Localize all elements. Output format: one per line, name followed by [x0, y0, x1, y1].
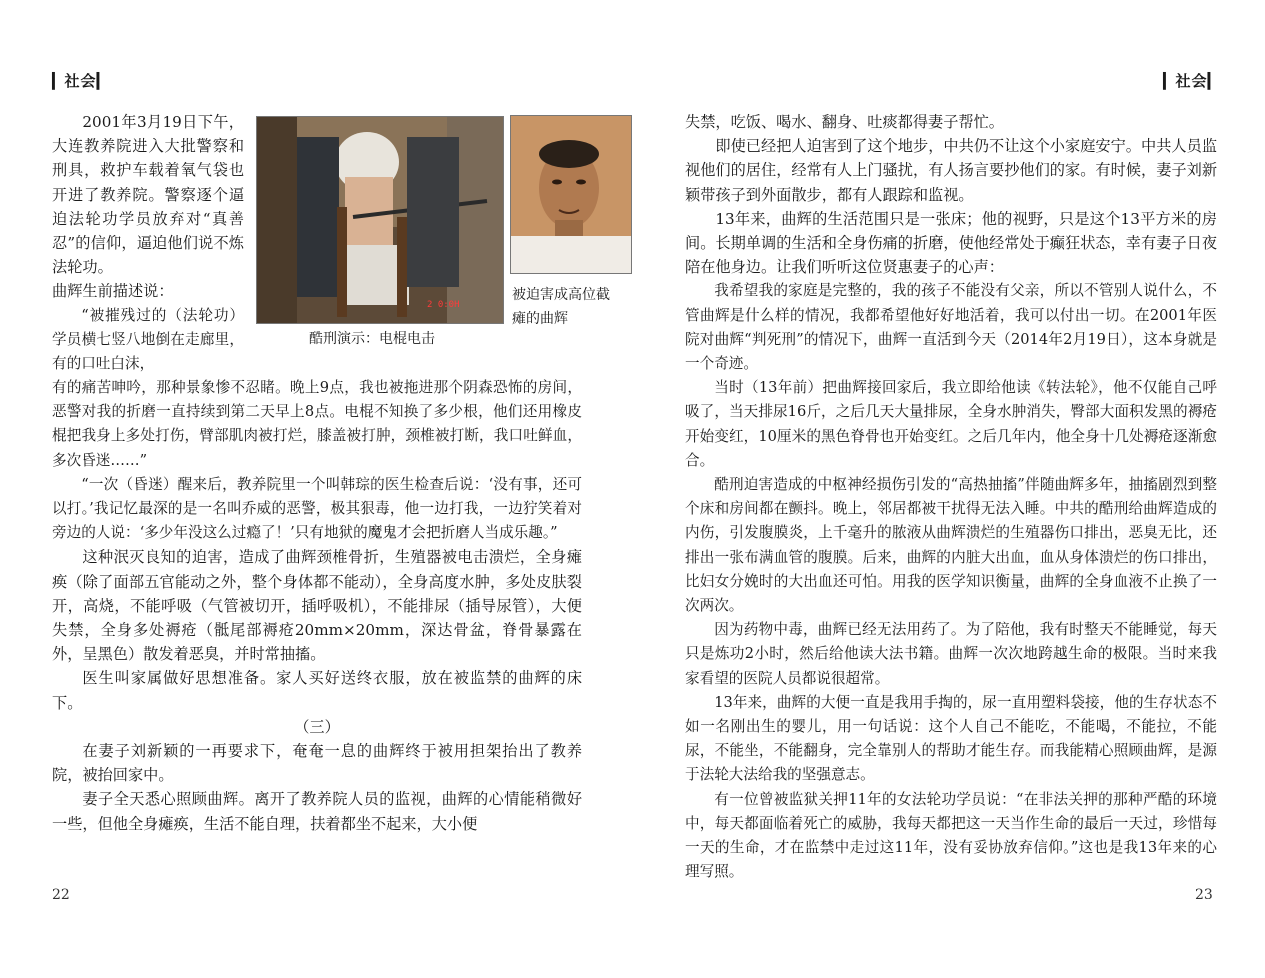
quote-continuation: 有的痛苦呻吟，那种景象惨不忍睹。晚上9点，我也被拖进那个阴森恐怖的房间，恶警对我的折磨一直持续到第二天早上8点。电棍不知换了多少根，他们还用橡皮棍把我身上多处打伤，臂部肌肉被打烂，膝盖被打肿，颈椎被打断，我口吐鲜血，多次昏迷……”: [52, 379, 582, 469]
paragraph: 妻子全天悉心照顾曲辉。离开了教养院人员的监视，曲辉的心情能稍微好一些，但他全身瘫痪，生活不能自理，扶着都坐不起来，大小便: [52, 790, 582, 833]
page-number: 23: [1195, 887, 1213, 903]
quote-paragraph: 有一位曾被监狱关押11年的女法轮功学员说：“在非法关押的那种严酷的环境中，每天都面临着死亡的威胁，我每天都把这一天当作生命的最后一天过，珍惜每一天的生命，才在监禁中走过这11年，没有妥协放弃信仰。”这也是我13年来的心理写照。: [685, 790, 1217, 881]
paragraph: “一次（昏迷）醒来后，教养院里一个叫韩琮的医生检查后说：‘没有事，还可以打。’我记忆最深的是一名叫乔威的恶警，极其狠毒，他一边打我，一边狞笑着对旁边的人说：‘多少年没这么过瘾了！’只有地狱的魔鬼才会把折磨人当成乐趣。”: [52, 475, 582, 542]
paragraph: 曲辉生前描述说：: [52, 282, 174, 301]
section-tag: ▎社会▎: [1163, 72, 1221, 90]
paragraph: 这种泯灭良知的迫害，造成了曲辉颈椎骨折，生殖器被电击溃烂，全身瘫痪（除了面部五官能动之外，整个身体都不能动），全身高度水肿，多处皮肤裂开，高烧，不能呼吸（气管被切开，插呼吸机），不能排尿（插导尿管），大便失禁，全身多处褥疮（骶尾部褥疮20mm×20mm，深达骨盆，脊骨暴露在外，呈黑色）散发着恶臭，并时常抽搐。: [52, 548, 582, 664]
quote-paragraph: 当时（13年前）把曲辉接回家后，我立即给他读《转法轮》，他不仅能自己呼吸了，当天排尿16斤，之后几天大量排尿，全身水肿消失，臀部大面积发黑的褥疮开始变红，10厘米的黑色脊骨也开始变红。之后几年内，他全身十几处褥疮逐渐愈合。: [685, 379, 1217, 469]
torture-demo-image: [257, 117, 503, 323]
quote-paragraph: 我希望我的家庭是完整的，我的孩子不能没有父亲，所以不管别人说什么，不管曲辉是什么样的情况，我都希望他好好地活着，我可以付出一切。在2001年医院对曲辉“判死刑”的情况下，曲辉一直活到今天（2014年2月19日），这本身就是一个奇迹。: [685, 282, 1217, 373]
lead-column: [52, 110, 244, 376]
paragraph: 13年来，曲辉的生活范围只是一张床；他的视野，只是这个13平方米的房间。长期单调的生活和全身伤痛的折磨，使他经常处于癫狂状态，幸有妻子日夜陪在他身边。让我们听听这位贤惠妻子的心声：: [685, 209, 1217, 277]
photo-caption-torture: 酷刑演示：电棍电击: [309, 331, 435, 347]
photo-timestamp: 2 0:0H: [427, 300, 460, 310]
quote-paragraph: 因为药物中毒，曲辉已经无法用药了。为了陪他，我有时整天不能睡觉，每天只是炼功2小时，然后给他读大法书籍。曲辉一次次地跨越生命的极限。当时来我家看望的医院人员都说很超常。: [685, 621, 1217, 687]
portrait-photo: [510, 115, 632, 274]
page-number: 22: [52, 887, 70, 903]
right-body: [685, 110, 1217, 885]
quote-paragraph: 13年来，曲辉的大便一直是我用手掏的，尿一直用塑料袋接，他的生存状态不如一名刚出生的婴儿，用一句话说：这个人自己不能吃，不能喝，不能拉，不能尿，不能坐，不能翻身，完全靠别人的帮助才能生存。而我能精心照顾曲辉，是源于法轮大法给我的坚强意志。: [685, 693, 1217, 784]
torture-demo-photo: [256, 116, 504, 324]
paragraph: 2001年3月19日下午，大连教养院进入大批警察和刑具，救护车载着氧气袋也开进了教养院。警察逐个逼迫法轮功学员放弃对“真善忍”的信仰，逼迫他们说不炼法轮功。: [52, 113, 244, 277]
quote-start: “被摧残过的（法轮功）学员横七竖八地倒在走廊里，有的口吐白沫，: [52, 306, 244, 373]
paragraph: 即使已经把人迫害到了这个地步，中共仍不让这个小家庭安宁。中共人员监视他们的居住，经常有人上门骚扰，有人扬言要抄他们的家。有时候，妻子刘新颖带孩子到外面散步，都有人跟踪和监视。: [685, 137, 1217, 204]
left-body: [52, 376, 582, 836]
section-tag: ▎社会▎: [52, 72, 110, 90]
portrait-image: [511, 116, 631, 273]
right-page: [633, 0, 1265, 978]
photo-caption-portrait: 被迫害成高位截瘫的曲辉: [512, 287, 610, 327]
section-heading: （三）: [294, 717, 340, 736]
quote-paragraph: 酷刑迫害造成的中枢神经损伤引发的“高热抽搐”伴随曲辉多年，抽搐剧烈到整个床和房间都在颤抖。晚上，邻居都被干扰得无法入睡。中共的酷刑给曲辉造成的内伤，引发腹膜炎，上千毫升的脓液从曲辉溃烂的生殖器伤口排出，恶臭无比，还排出一张布满血管的腹膜。后来，曲辉的内脏大出血，血从身体溃烂的伤口排出，比妇女分娩时的大出血还可怕。用我的医学知识衡量，曲辉的全身血液不止换了一次两次。: [685, 476, 1217, 615]
wife-quote: [685, 279, 1217, 884]
paragraph: 失禁，吃饭、喝水、翻身、吐痰都得妻子帮忙。: [685, 113, 1004, 131]
paragraph: 在妻子刘新颖的一再要求下，奄奄一息的曲辉终于被用担架抬出了教养院，被抬回家中。: [52, 742, 582, 785]
paragraph: 医生叫家属做好思想准备。家人买好送终衣服，放在被监禁的曲辉的床下。: [52, 669, 582, 712]
left-page: [0, 0, 632, 978]
